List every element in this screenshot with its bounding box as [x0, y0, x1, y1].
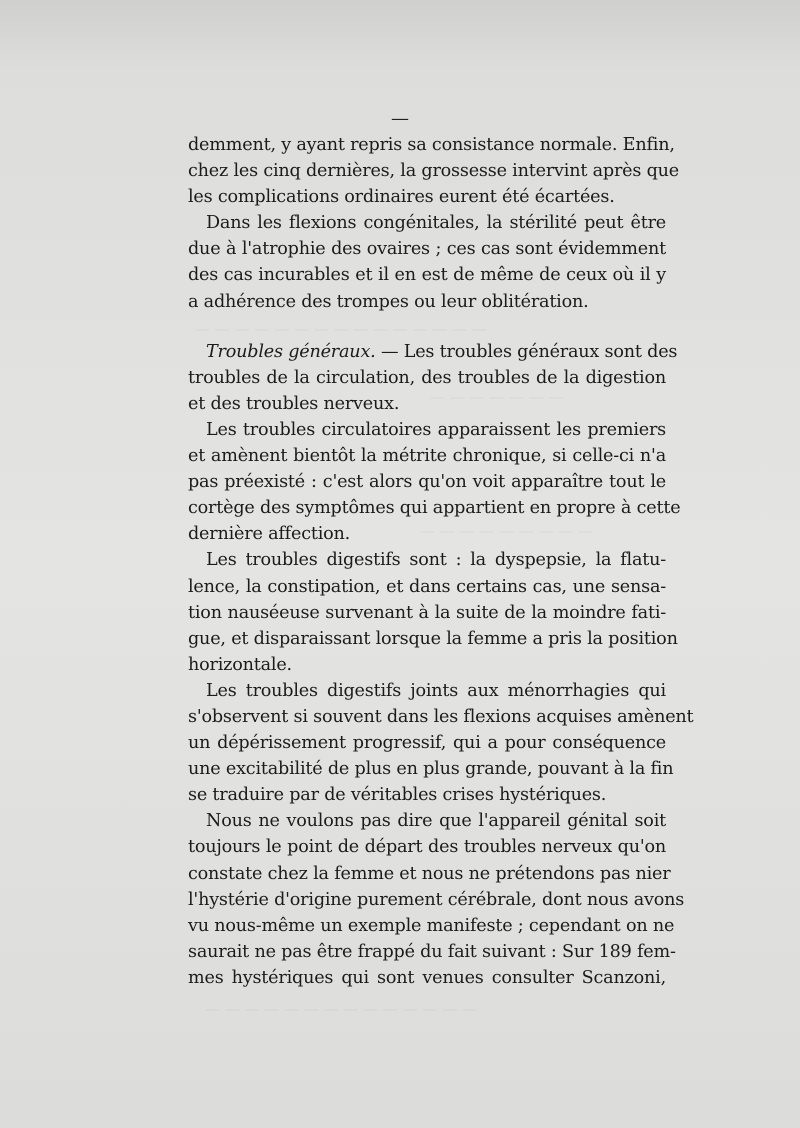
text-line: due à l'atrophie des ovaires ; ces cas sont évidemment — [188, 239, 666, 260]
text-line: Les troubles digestifs joints aux ménorrhagies qui — [206, 680, 666, 701]
text-line: chez les cinq dernières, la grossesse intervint après que — [188, 161, 679, 182]
text-line: saurait ne pas être frappé du fait suivant : Sur 189 fem- — [188, 941, 676, 962]
paragraph — [188, 547, 678, 677]
text-line: demment, y ayant repris sa consistance normale. Enfin, — [188, 135, 675, 155]
text-line: dernière affection. — [188, 524, 351, 545]
text-line: cortège des symptômes qui appartient en propre à cette — [188, 498, 681, 519]
text-line — [188, 339, 678, 365]
text-line: gue, et disparaissant lorsque la femme a pris la position — [188, 628, 678, 649]
text-line: Dans les flexions congénitales, la stérilité peut être — [206, 213, 666, 234]
body-text — [188, 132, 694, 991]
text-line: des cas incurables et il en est de même de ceux où il y — [188, 265, 666, 286]
bleed-through-text: — — — — — — — — — — — — — — — [205, 1000, 477, 1018]
paragraph — [188, 417, 681, 547]
text-line: troubles de la circulation, des troubles de la digestion — [188, 367, 666, 388]
text-line: un dépérissement progressif, qui a pour conséquence — [188, 733, 666, 754]
text-line: s'observent si souvent dans les flexions acquises amènent — [188, 706, 694, 727]
text-line: une excitabilité de plus en plus grande, pouvant à la fin — [188, 759, 674, 780]
text-line: constate chez la femme et nous ne prétendons pas nier — [188, 863, 671, 884]
bleed-through-text: — — — — — — — — — — [420, 522, 594, 540]
text-line: Les troubles digestifs sont : la dyspepsie, la flatu- — [206, 550, 666, 571]
page-number: — — [391, 108, 409, 129]
text-line: a adhérence des trompes ou leur oblitération. — [188, 291, 589, 312]
paragraph — [188, 210, 666, 314]
text-line: pas préexisté : c'est alors qu'on voit apparaître tout le — [188, 472, 666, 493]
section-heading: Troubles généraux. — [206, 341, 376, 362]
bleed-through-text: — — — — — — — — [430, 388, 564, 406]
text-line: horizontale. — [188, 654, 292, 675]
text-line: les complications ordinaires eurent été écartées. — [188, 187, 615, 208]
paragraph — [188, 339, 678, 417]
paragraph — [188, 132, 679, 210]
text-fragment: — Les troubles généraux sont des — [375, 341, 678, 362]
text-line: et des troubles nerveux. — [188, 393, 400, 414]
bleed-through-text: — — — — — — — — — — — — — — — — [195, 320, 487, 338]
text-line: l'hystérie d'origine purement cérébrale, dont nous avons — [188, 889, 685, 910]
paragraph — [188, 808, 685, 991]
text-line: toujours le point de départ des troubles nerveux qu'on — [188, 837, 666, 858]
text-line: vu nous-même un exemple manifeste ; cependant on ne — [188, 915, 675, 936]
text-line: tion nauséeuse survenant à la suite de la moindre fati- — [188, 602, 666, 623]
text-line: lence, la constipation, et dans certains cas, une sensa- — [188, 576, 666, 597]
text-line: mes hystériques qui sont venues consulter Scanzoni, — [188, 967, 666, 988]
text-line: et amènent bientôt la métrite chronique, si celle-ci n'a — [188, 446, 666, 467]
section-gap — [188, 315, 666, 339]
text-line: Nous ne voulons pas dire que l'appareil génital soit — [206, 811, 666, 832]
text-line: se traduire par de véritables crises hystériques. — [188, 785, 607, 806]
paragraph — [188, 678, 694, 808]
text-line: Les troubles circulatoires apparaissent les premiers — [206, 419, 666, 440]
